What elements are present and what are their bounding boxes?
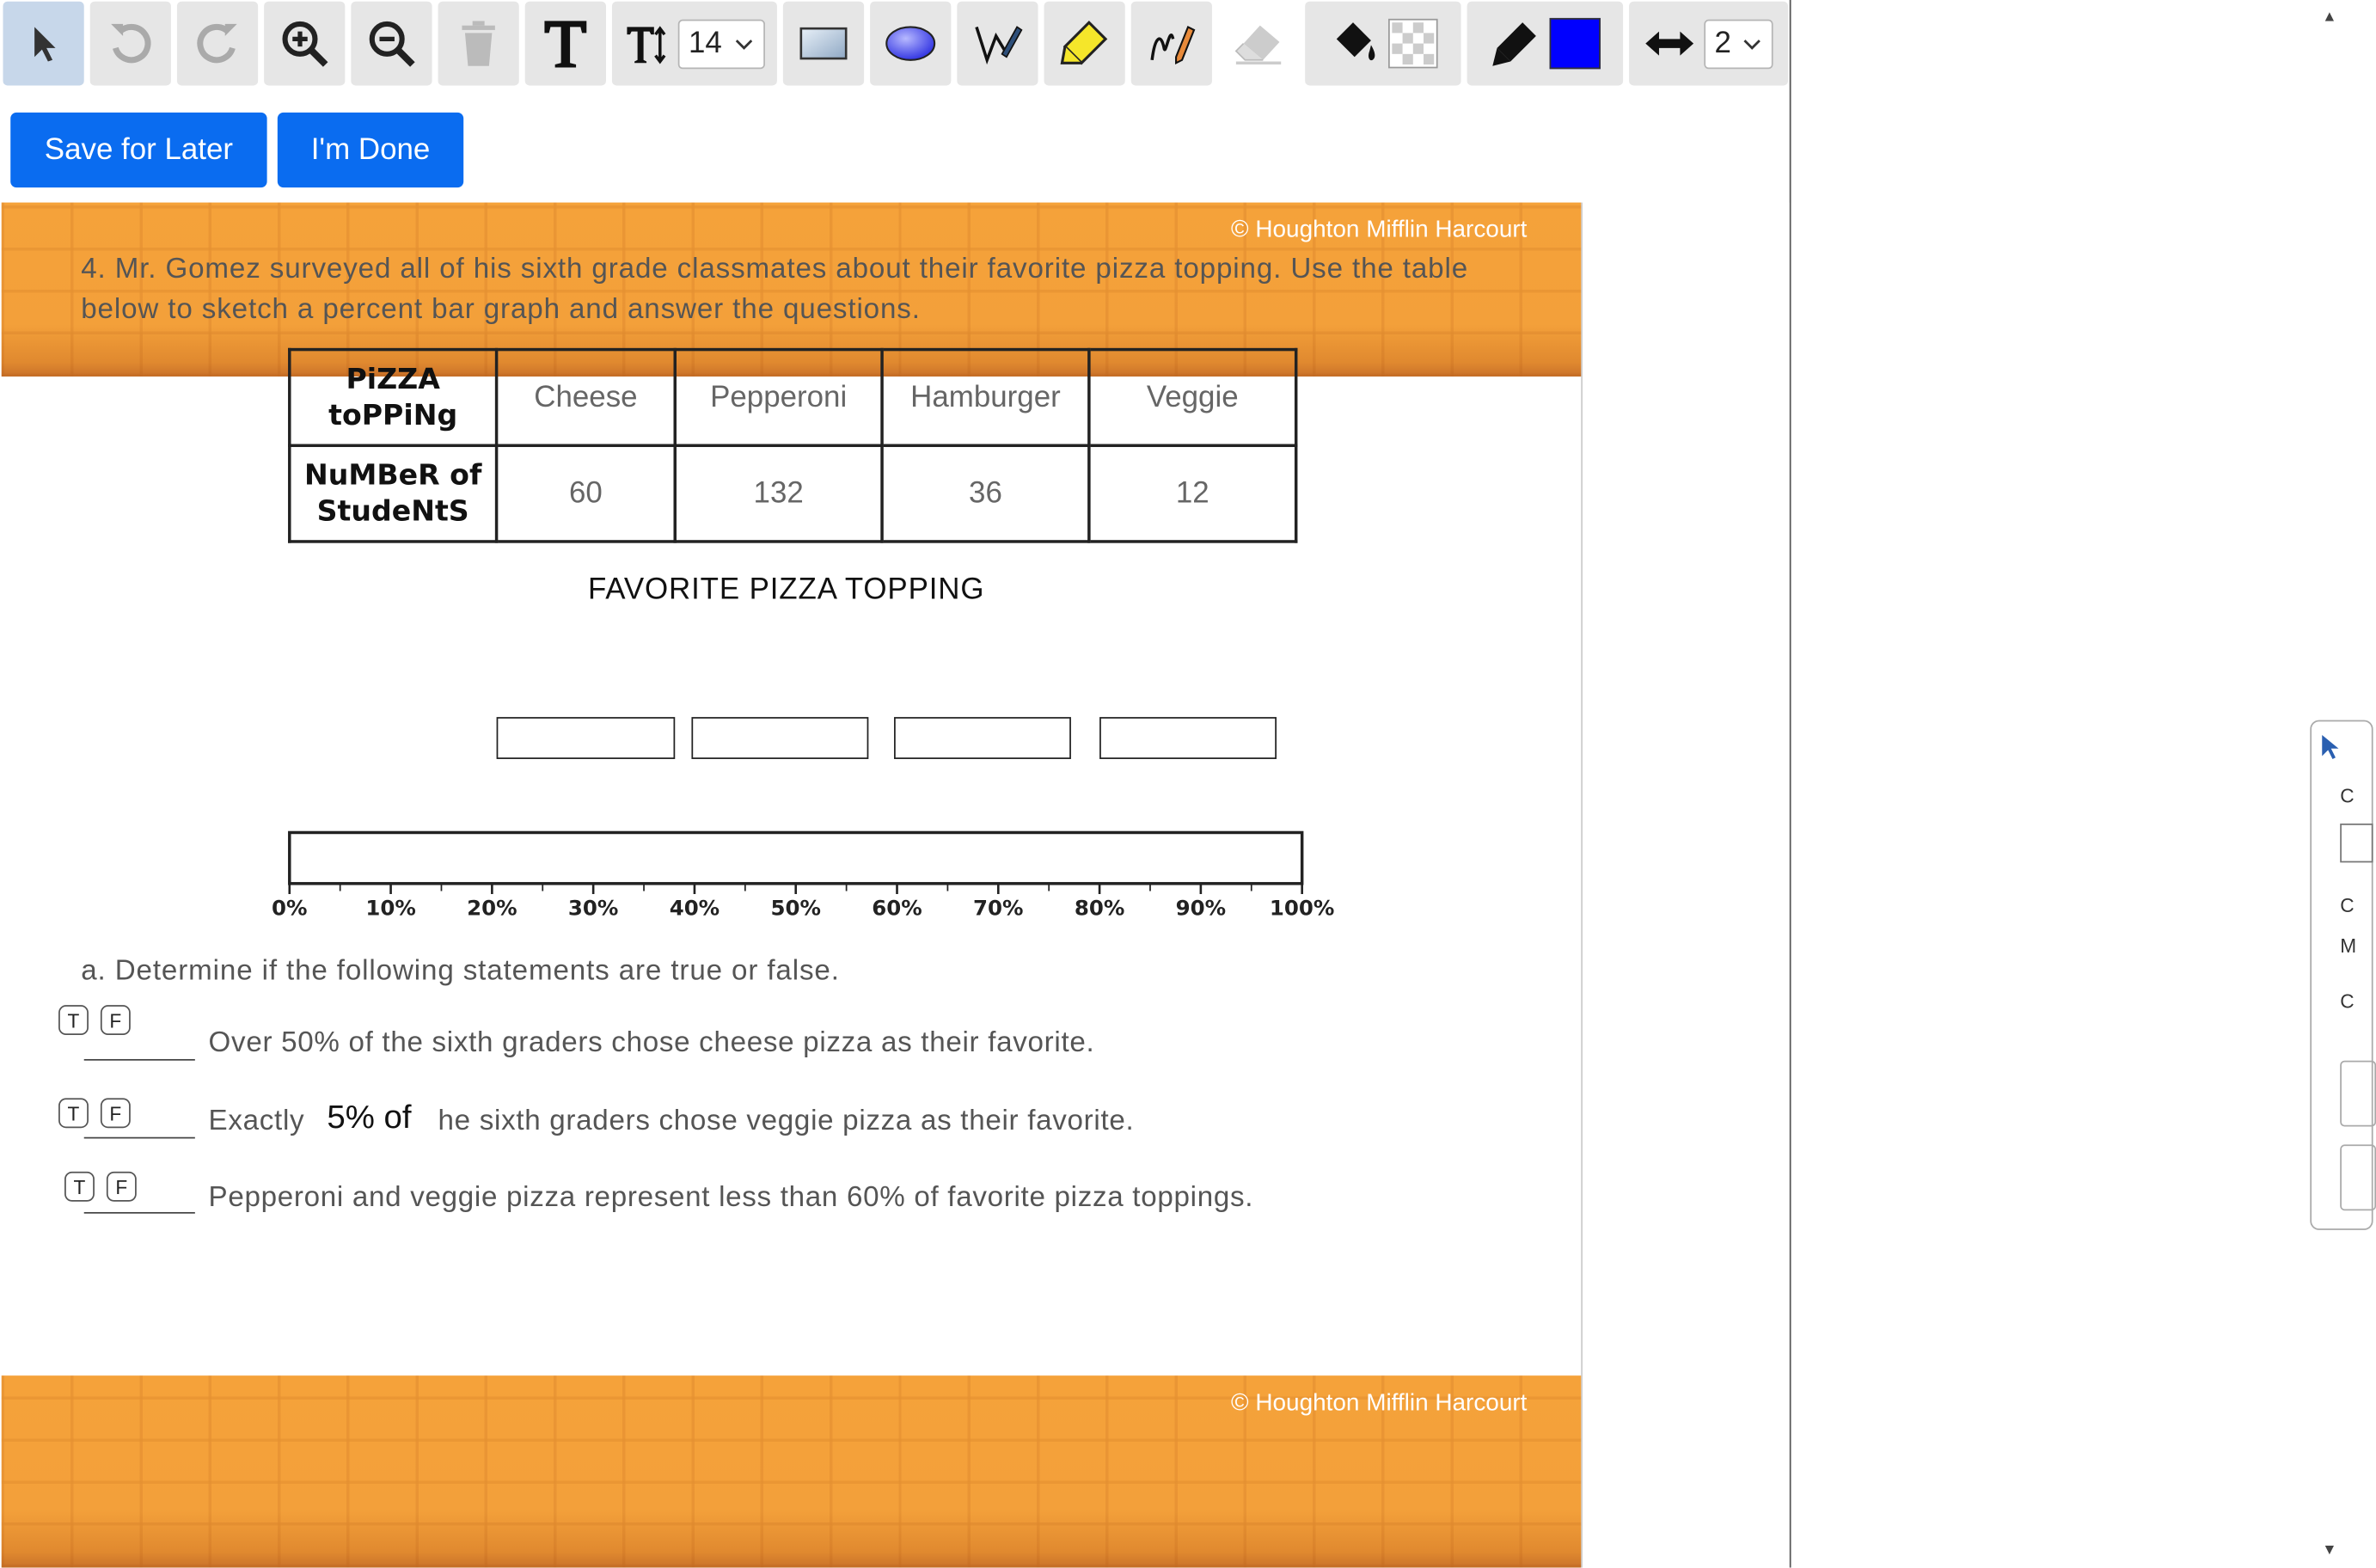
text-size-icon [624, 21, 669, 65]
side-panel-label: M [2340, 934, 2357, 958]
scroll-down-arrow[interactable]: ▼ [2322, 1541, 2337, 1559]
transparent-fill-swatch-icon[interactable] [1389, 20, 1437, 68]
percent-bar-graph [255, 825, 1365, 930]
statement-2-end: he sixth graders chose veggie pizza as their favorite. [438, 1106, 1135, 1137]
question-text: 4. Mr. Gomez surveyed all of his sixth grade classmates about their favorite pizza topping. Use the table below to sketch a percent bar graph and answer the questions. [81, 253, 1469, 326]
table-cell-topping: Cheese [497, 350, 676, 446]
divider [1790, 0, 1791, 1568]
chevron-down-icon [733, 30, 754, 60]
table-cell-topping: Hamburger [882, 350, 1089, 446]
undo-button[interactable] [90, 2, 171, 86]
tick-label: 70% [973, 895, 1024, 921]
text-tool-button[interactable] [525, 2, 606, 86]
side-panel-box[interactable] [2340, 824, 2373, 862]
true-option[interactable]: T [58, 1098, 89, 1128]
tick-label: 10% [365, 895, 416, 921]
zoom-out-icon [366, 18, 417, 69]
line-width-tool[interactable] [1629, 2, 1788, 86]
cursor-arrow-icon [2319, 733, 2340, 760]
rectangle-icon [798, 24, 848, 63]
answer-box[interactable] [691, 717, 868, 759]
redo-button[interactable] [177, 2, 258, 86]
side-panel-label: C [2340, 784, 2355, 807]
zoom-in-button[interactable] [264, 2, 345, 86]
tick-label: 60% [872, 895, 922, 921]
ellipse-tool-button[interactable] [870, 2, 951, 86]
table-cell-topping: Veggie [1089, 350, 1296, 446]
tick-label: 100% [1269, 895, 1335, 921]
tick-label: 20% [467, 895, 517, 921]
marker-icon [1490, 18, 1540, 69]
answer-blank[interactable] [84, 1212, 195, 1214]
eraser-tool-button[interactable] [1218, 2, 1299, 86]
false-option[interactable]: F [101, 1005, 131, 1035]
eraser-icon [1233, 21, 1283, 65]
side-panel-label: C [2340, 989, 2355, 1013]
side-panel[interactable] [2310, 720, 2373, 1230]
save-for-later-button[interactable]: Save for Later [10, 113, 266, 187]
undo-icon [105, 18, 156, 69]
footer-banner [2, 1375, 1581, 1567]
true-option[interactable]: T [58, 1005, 89, 1035]
highlighter-icon [1059, 18, 1110, 69]
statement-1: Over 50% of the sixth graders chose cheese pizza as their favorite. [208, 1027, 1095, 1059]
answer-blank[interactable] [84, 1137, 195, 1139]
font-size-value: 14 [688, 27, 722, 60]
zoom-out-button[interactable] [351, 2, 432, 86]
pen-icon [972, 18, 1023, 69]
ellipse-icon [884, 24, 938, 63]
redo-icon [192, 18, 242, 69]
text-t-icon [540, 16, 591, 70]
false-option[interactable]: F [107, 1172, 137, 1202]
rectangle-tool-button[interactable] [783, 2, 864, 86]
tick-label: 50% [770, 895, 821, 921]
table-cell-students: 36 [882, 445, 1089, 542]
chevron-down-icon [1742, 30, 1762, 60]
table-cell-students: 60 [497, 445, 676, 542]
copyright-text: © Houghton Mifflin Harcourt [1231, 1390, 1528, 1417]
cursor-arrow-icon [27, 24, 59, 63]
stroke-tool[interactable] [1467, 2, 1623, 86]
false-option[interactable]: F [101, 1098, 131, 1128]
table-cell-topping: Pepperoni [675, 350, 882, 446]
text-size-tool[interactable] [612, 2, 777, 86]
done-button[interactable]: I'm Done [278, 113, 463, 187]
double-arrow-icon [1644, 27, 1695, 59]
text-annotation[interactable]: 5% of [315, 1098, 420, 1136]
freehand-tool-button[interactable] [1131, 2, 1212, 86]
answer-box[interactable] [1099, 717, 1277, 759]
fill-tool[interactable] [1305, 2, 1461, 86]
zoom-in-icon [279, 18, 330, 69]
font-size-select[interactable] [678, 20, 765, 70]
tick-label: 80% [1074, 895, 1125, 921]
freehand-pencil-icon [1146, 18, 1197, 69]
copyright-text: © Houghton Mifflin Harcourt [1231, 217, 1528, 243]
percent-bar [290, 832, 1302, 883]
line-width-select[interactable] [1704, 20, 1773, 70]
scroll-up-arrow[interactable]: ▲ [2322, 9, 2337, 26]
side-panel-button[interactable] [2340, 1061, 2376, 1127]
answer-box[interactable] [497, 717, 676, 759]
tick-label: 0% [272, 895, 308, 921]
select-tool-button[interactable] [3, 2, 83, 86]
line-width-value: 2 [1714, 27, 1731, 60]
part-a-instructions: a. Determine if the following statements are true or false. [81, 955, 840, 988]
answer-blank[interactable] [84, 1059, 195, 1061]
highlighter-tool-button[interactable] [1044, 2, 1125, 86]
side-panel-button[interactable] [2340, 1144, 2376, 1210]
tick-label: 90% [1175, 895, 1227, 921]
data-table [288, 348, 1297, 543]
table-header-topping: PiZZA toPPiNg [290, 350, 497, 446]
delete-button[interactable] [438, 2, 519, 86]
table-header-students: NuMBeR of StudeNtS [290, 445, 497, 542]
graph-title: FAVORITE PIZZA TOPPING [588, 573, 985, 606]
statement-3: Pepperoni and veggie pizza represent less than 60% of favorite pizza toppings. [208, 1182, 1254, 1214]
table-cell-students: 12 [1089, 445, 1296, 542]
side-panel-label: C [2340, 894, 2355, 917]
table-cell-students: 132 [675, 445, 882, 542]
tick-label: 30% [567, 895, 619, 921]
pen-tool-button[interactable] [957, 2, 1038, 86]
true-option[interactable]: T [64, 1172, 95, 1202]
paint-bucket-icon [1329, 18, 1380, 69]
stroke-color-swatch[interactable] [1550, 18, 1601, 69]
answer-box[interactable] [894, 717, 1071, 759]
tick-label: 40% [669, 895, 720, 921]
trash-icon [457, 20, 499, 68]
annotation-toolbar [0, 0, 1791, 87]
statement-2-start: Exactly [208, 1106, 305, 1137]
